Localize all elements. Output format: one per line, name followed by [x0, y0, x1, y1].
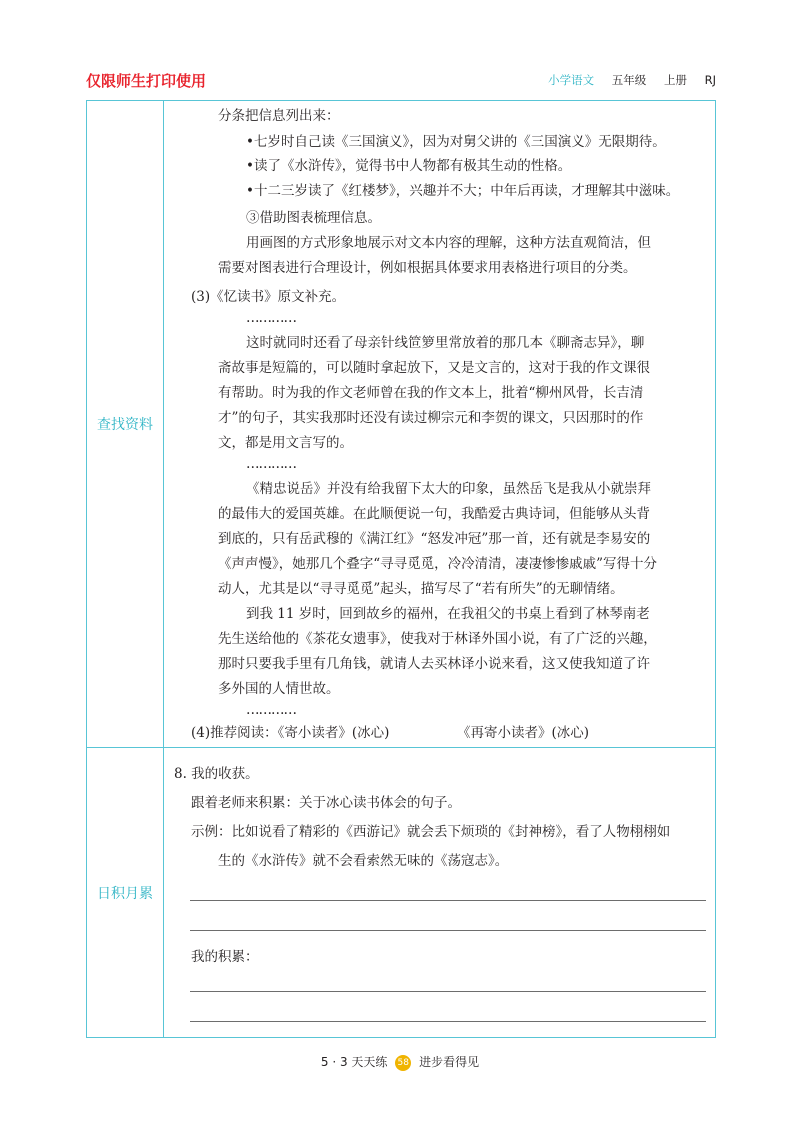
- page-header: [86, 70, 716, 100]
- section-label-harvest: 日积月累: [97, 886, 153, 902]
- ellipsis: …………: [246, 702, 296, 718]
- subject-label: 小学语文: [548, 73, 595, 87]
- example-line: 生的《水浒传》就不会看索然无味的《荡寇志》。: [218, 853, 509, 869]
- grade-label: 五年级: [611, 73, 647, 87]
- list-item: •读了《水浒传》，觉得书中人物都有极其生动的性格。: [246, 158, 572, 174]
- paragraph-line: 到底的，只有岳武穆的《满江红》“怒发冲冠”那一首，还有就是李易安的: [218, 531, 651, 547]
- volume-label: 上册: [663, 73, 687, 87]
- intro-text: 分条把信息列出来：: [218, 108, 340, 124]
- paragraph-line: 《声声慢》，她那几个叠字“寻寻觅觅，冷冷清清，凄凄惨惨戚戚”写得十分: [218, 556, 658, 572]
- q3-title: (3)《忆读书》原文补充。: [191, 289, 346, 305]
- row-divider: [87, 747, 715, 748]
- paragraph-line: 这时就同时还看了母亲针线笸箩里常放着的那几本《聊斋志异》，聊: [246, 335, 645, 351]
- list-item: •七岁时自己读《三国演义》，因为对舅父讲的《三国演义》无限期待。: [246, 134, 666, 150]
- paragraph-line: 有帮助。时为我的作文老师曾在我的作文本上，批着“柳州风骨，长吉清: [218, 385, 644, 401]
- recommended-reading-second: 《再寄小读者》(冰心): [457, 725, 590, 741]
- footer-slogan: 进步看得见: [419, 1055, 480, 1069]
- q8-title: 8. 我的收获。: [174, 766, 259, 782]
- paragraph-line: 到我 11 岁时，回到故乡的福州，在我祖父的书桌上看到了林琴南老: [246, 606, 650, 622]
- edition-label: RJ: [704, 73, 716, 87]
- writing-line[interactable]: [190, 900, 706, 901]
- page-number: 58: [395, 1055, 411, 1071]
- paragraph-line: 才”的句子，其实我那时还没有读过柳宗元和李贺的课文，只因那时的作: [218, 410, 644, 426]
- paragraph-line: 斋故事是短篇的，可以随时拿起放下，又是文言的，这对于我的作文课很: [218, 360, 650, 376]
- list-item: •十二三岁读了《红楼梦》，兴趣并不大；中年后再读，才理解其中滋味。: [246, 183, 680, 199]
- task-text: 跟着老师来积累：关于冰心读书体会的句子。: [191, 795, 461, 811]
- method3-title: ③借助图表梳理信息。: [246, 210, 381, 226]
- recommended-reading: (4)推荐阅读：《寄小读者》(冰心): [191, 725, 390, 741]
- ellipsis: …………: [246, 310, 296, 326]
- section-label-research: 查找资料: [97, 417, 153, 433]
- column-divider: [163, 101, 164, 1037]
- writing-line[interactable]: [190, 930, 706, 931]
- brand-text: 仅限师生打印使用: [86, 72, 207, 90]
- paragraph-line: 文，都是用文言写的。: [218, 435, 353, 451]
- book-meta: [548, 72, 716, 88]
- paragraph-line: 那时只要我手里有几角钱，就请人去买林译小说来看，这又使我知道了许: [218, 656, 650, 672]
- paragraph-line: 的最伟大的爱国英雄。在此顺便说一句，我酷爱古典诗词，但能够从头背: [218, 506, 650, 522]
- method3-line: 用画图的方式形象地展示对文本内容的理解，这种方法直观简洁，但: [246, 235, 651, 251]
- paragraph-line: 先生送给他的《茶花女遗事》，使我对于林译外国小说，有了广泛的兴趣，: [218, 631, 657, 647]
- paragraph-line: 动人，尤其是以“寻寻觅觅”起头，描写尽了“若有所失”的无聊情绪。: [218, 581, 624, 597]
- example-line: 示例：比如说看了精彩的《西游记》就会丢下烦琐的《封神榜》，看了人物栩栩如: [191, 824, 671, 840]
- ellipsis: …………: [246, 456, 296, 472]
- my-accumulation-label: 我的积累：: [191, 949, 259, 965]
- footer-brand: 5 · 3 天天练: [320, 1055, 388, 1069]
- writing-line[interactable]: [190, 991, 706, 992]
- paragraph-line: 《精忠说岳》并没有给我留下太大的印象，虽然岳飞是我从小就崇拜: [246, 481, 651, 497]
- writing-line[interactable]: [190, 1021, 706, 1022]
- page-footer: [0, 1053, 800, 1071]
- paragraph-line: 多外国的人情世故。: [218, 681, 340, 697]
- method3-line: 需要对图表进行合理设计，例如根据具体要求用表格进行项目的分类。: [218, 260, 637, 276]
